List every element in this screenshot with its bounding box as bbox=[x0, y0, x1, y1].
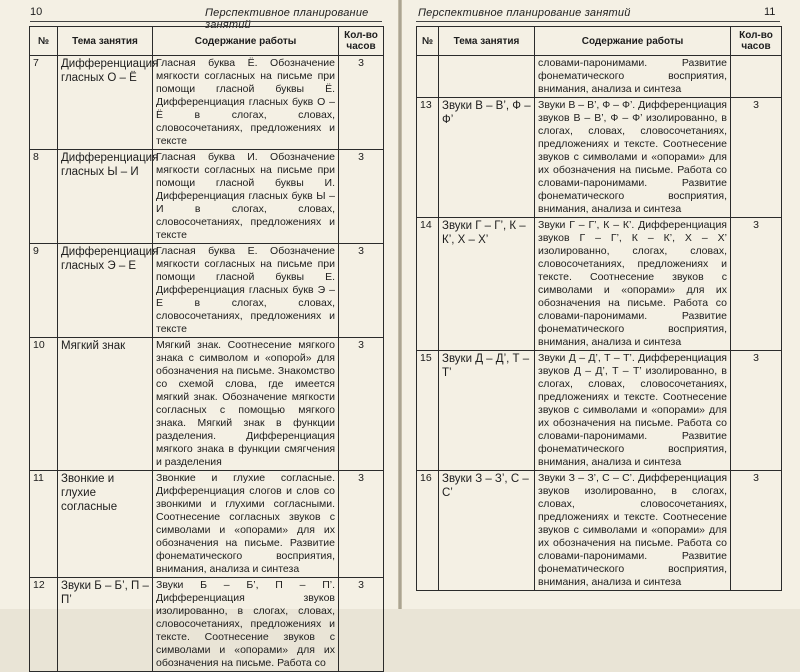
row-hours: 3 bbox=[339, 471, 384, 578]
row-hours: 3 bbox=[339, 578, 384, 672]
table-row bbox=[417, 98, 782, 218]
header-topic: Тема занятия bbox=[58, 27, 153, 56]
left-page bbox=[0, 0, 398, 669]
left-table-header-row bbox=[30, 27, 384, 56]
right-table-header-row bbox=[417, 27, 782, 56]
row-topic: Дифференциация гласных Э – Е bbox=[58, 244, 153, 338]
header-hours: Кол-во часов bbox=[731, 27, 782, 56]
row-topic: Мягкий знак bbox=[58, 338, 153, 471]
row-num: 7 bbox=[30, 56, 58, 150]
row-topic: Дифференциация гласных Ы – И bbox=[58, 150, 153, 244]
header-num: № bbox=[30, 27, 58, 56]
table-row bbox=[30, 150, 384, 244]
row-topic: Звуки З – З’, С – С’ bbox=[439, 471, 535, 591]
table-row bbox=[30, 56, 384, 150]
row-content: Звуки З – З’, С – С’. Дифференциация звуков изолированно, в слогах, словах, словосочетаниях, предложениях и тексте. Соотнесение звуков с символами и «опорами» для их обозначения на письме. Работа со словами-паронимами. Развитие фонематического восприятия, внимания, анализа и синтеза bbox=[535, 471, 731, 591]
header-topic: Тема занятия bbox=[439, 27, 535, 56]
row-topic: Звуки Б – Б’, П – П’ bbox=[58, 578, 153, 672]
row-content: словами-паронимами. Развитие фонематического восприятия, внимания, анализа и синтеза bbox=[535, 56, 731, 98]
header-hours: Кол-во часов bbox=[339, 27, 384, 56]
row-topic: Звонкие и глухие согласные bbox=[58, 471, 153, 578]
row-hours: 3 bbox=[339, 338, 384, 471]
row-content: Мягкий знак. Соотнесение мягкого знака с символом и «опорой» для обозначения на письме. Знакомство со схемой слова, где имеется мягкий знак. Обозначение мягкости согласных с помощью мягкого знака. Мягкий знак в функции разделения. Дифференциация мягкого знака в функции смягчения и разделения bbox=[153, 338, 339, 471]
row-topic: Звуки Г – Г’, К – К’, Х – Х’ bbox=[439, 218, 535, 351]
table-row bbox=[417, 351, 782, 471]
row-content: Гласная буква Ё. Обозначение мягкости согласных на письме при помощи гласной буквы Ё. Дифференциация гласных букв О – Ё в слогах, словах, словосочетаниях, предложениях и тексте bbox=[153, 56, 339, 150]
row-hours: 3 bbox=[339, 244, 384, 338]
row-topic: Дифференциация гласных О – Ё bbox=[58, 56, 153, 150]
row-num bbox=[417, 56, 439, 98]
row-num: 12 bbox=[30, 578, 58, 672]
row-topic bbox=[439, 56, 535, 98]
header-num: № bbox=[417, 27, 439, 56]
row-hours: 3 bbox=[731, 98, 782, 218]
row-hours: 3 bbox=[731, 471, 782, 591]
row-content: Звуки В – В’, Ф – Ф’. Дифференциация звуков В – В’, Ф – Ф’ изолированно, в слогах, словах, словосочетаниях, предложениях и тексте. Соотнесение звуков с символами и «опорами» для их обозначения на письме. Работа со словами-паронимами. Развитие фонематического восприятия, внимания, анализа и синтеза bbox=[535, 98, 731, 218]
row-hours: 3 bbox=[731, 218, 782, 351]
right-planning-table bbox=[416, 26, 782, 591]
row-content: Звуки Г – Г’, К – К’. Дифференциация звуков Г – Г’, К – К’, Х – Х’ изолированно, слогах, словах, словосочетаниях, предложениях и тексте. Соотнесение звуков с символами и «опорами» для их обозначения на письме. Работа со словами-паронимами. Развитие фонематического восприятия, внимания, анализа и синтеза bbox=[535, 218, 731, 351]
table-row bbox=[417, 471, 782, 591]
right-page-number: 11 bbox=[764, 6, 776, 18]
row-content: Гласная буква Е. Обозначение мягкости согласных на письме при помощи гласной буквы Е. Дифференциация гласных букв Э – Е в слогах, словах, словосочетаниях, предложениях и тексте bbox=[153, 244, 339, 338]
table-row bbox=[30, 471, 384, 578]
row-hours bbox=[731, 56, 782, 98]
header-content: Содержание работы bbox=[535, 27, 731, 56]
table-row bbox=[417, 218, 782, 351]
table-row bbox=[30, 578, 384, 672]
row-num: 16 bbox=[417, 471, 439, 591]
row-hours: 3 bbox=[339, 150, 384, 244]
row-content: Звуки Д – Д’, Т – Т’. Дифференциация звуков Д – Д’, Т – Т’ изолированно, в слогах, словах, словосочетаниях, предложениях и тексте. Соотнесение звуков с символами и «опорами» для их обозначения на письме. Работа со словами-паронимами. Развитие фонематического восприятия, внимания, анализа и синтеза bbox=[535, 351, 731, 471]
row-topic: Звуки Д – Д’, Т – Т’ bbox=[439, 351, 535, 471]
row-num: 11 bbox=[30, 471, 58, 578]
row-content: Звонкие и глухие согласные. Дифференциация слогов и слов со звонкими и глухими согласными. Соотнесение согласных звуков с символами и «опорами» для их обозначения на письме. Развитие фонематического восприятия, внимания, анализа и синтеза bbox=[153, 471, 339, 578]
left-running-head: Перспективное планирование занятий bbox=[205, 7, 369, 31]
header-content: Содержание работы bbox=[153, 27, 339, 56]
table-row bbox=[30, 338, 384, 471]
row-content: Гласная буква И. Обозначение мягкости согласных на письме при помощи гласной буквы И. Дифференциация гласных букв Ы – И в слогах, словах, словосочетаниях, предложениях и тексте bbox=[153, 150, 339, 244]
right-running-head: Перспективное планирование занятий bbox=[418, 7, 631, 19]
row-topic: Звуки В – В’, Ф – Ф’ bbox=[439, 98, 535, 218]
right-head-rule bbox=[416, 21, 780, 22]
right-page bbox=[402, 0, 800, 609]
row-num: 15 bbox=[417, 351, 439, 471]
row-num: 13 bbox=[417, 98, 439, 218]
row-num: 8 bbox=[30, 150, 58, 244]
left-head-rule bbox=[30, 21, 382, 22]
row-content: Звуки Б – Б’, П – П’. Дифференциация звуков изолированно, в слогах, словах, словосочетаниях, предложениях и тексте. Соотнесение звуков с символами и «опорами» для их обозначения на письме. Работа со bbox=[153, 578, 339, 672]
table-row bbox=[30, 244, 384, 338]
row-hours: 3 bbox=[731, 351, 782, 471]
row-num: 9 bbox=[30, 244, 58, 338]
table-row bbox=[417, 56, 782, 98]
left-page-number: 10 bbox=[30, 6, 43, 18]
row-num: 14 bbox=[417, 218, 439, 351]
left-planning-table bbox=[29, 26, 384, 672]
row-num: 10 bbox=[30, 338, 58, 471]
row-hours: 3 bbox=[339, 56, 384, 150]
